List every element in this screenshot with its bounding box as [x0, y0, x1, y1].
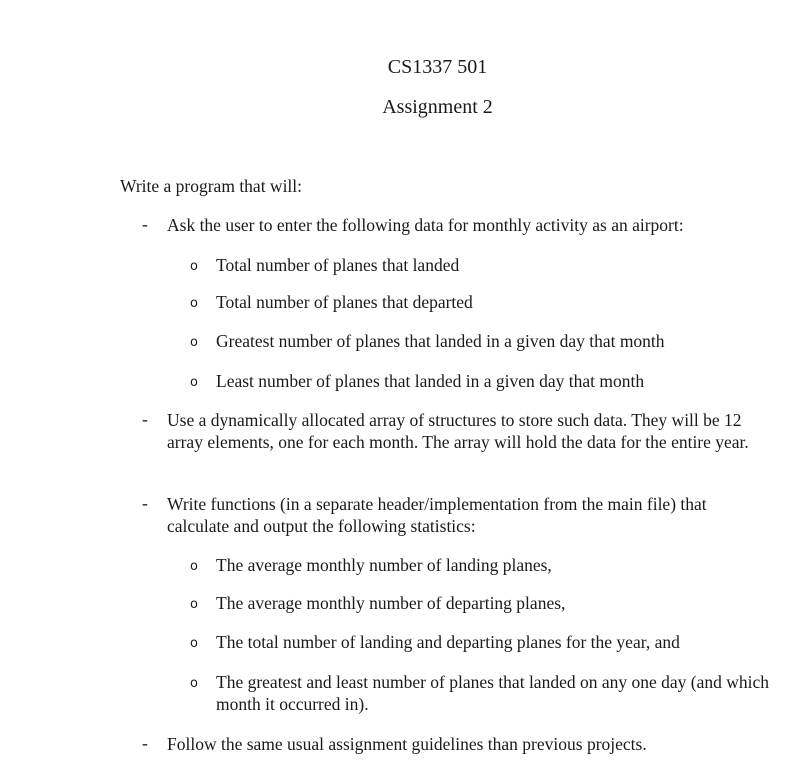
list-item: Use a dynamically allocated array of structures to store such data. They will be 12 array elements, one for each month. The array will hold the data for the entire year. [167, 410, 749, 452]
circle-bullet: o [190, 375, 198, 390]
sub-list-item: Least number of planes that landed in a given day that month [216, 371, 645, 391]
circle-bullet: o [190, 676, 198, 691]
intro-text: Write a program that will: [120, 176, 303, 196]
circle-bullet: o [190, 559, 198, 574]
dash-bullet: - [142, 214, 148, 234]
circle-bullet: o [190, 259, 198, 274]
list-item: Ask the user to enter the following data for monthly activity as an airport: [167, 215, 684, 235]
circle-bullet: o [190, 597, 198, 612]
circle-bullet: o [190, 636, 198, 651]
circle-bullet: o [190, 335, 198, 350]
circle-bullet: o [190, 296, 198, 311]
sub-list-item: Total number of planes that departed [216, 292, 473, 312]
list-item: Follow the same usual assignment guidelines than previous projects. [167, 734, 647, 754]
assignment-title: Assignment 2 [382, 96, 493, 118]
sub-list-item: Total number of planes that landed [216, 255, 460, 275]
sub-list-item: The greatest and least number of planes that landed on any one day (and which month it occurred in). [216, 672, 770, 714]
dash-bullet: - [142, 409, 148, 429]
sub-list-item: The average monthly number of departing planes, [216, 593, 566, 613]
dash-bullet: - [142, 733, 148, 753]
list-item: Write functions (in a separate header/implementation from the main file) that calculate and output the following statistics: [167, 494, 707, 536]
dash-bullet: - [142, 493, 148, 513]
sub-list-item: Greatest number of planes that landed in a given day that month [216, 331, 665, 351]
sub-list-item: The average monthly number of landing planes, [216, 555, 552, 575]
sub-list-item: The total number of landing and departing planes for the year, and [216, 632, 680, 652]
course-title: CS1337 501 [387, 56, 488, 78]
